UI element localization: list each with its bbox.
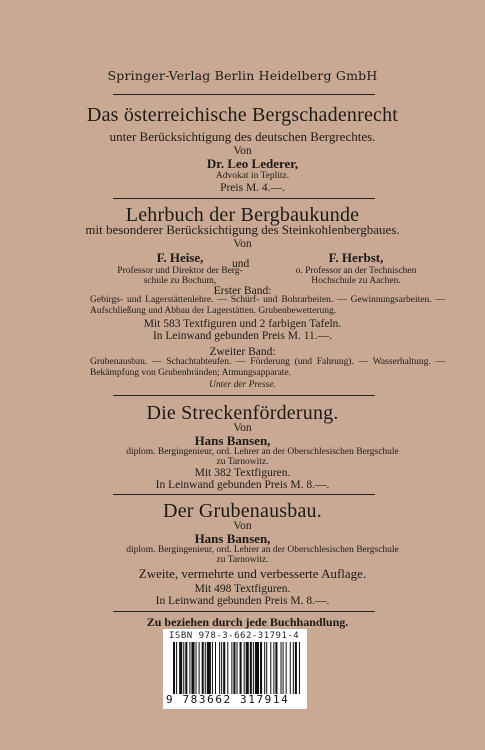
book3-price: In Leinwand gebunden Preis M. 8.—. [155,479,330,491]
barcode-bar [275,642,277,694]
barcode-bar [293,642,294,694]
barcode-bar [183,642,184,694]
barcode-bar [221,642,222,694]
book3-title: Die Streckenförderung. [146,402,339,424]
book2-und: und [232,258,250,270]
book1-title: Das österreichische Bergschadenrecht [86,104,399,126]
book2-vol2-note: Unter der Presse. [209,380,276,390]
barcode-bar [215,642,216,694]
divider [113,395,375,396]
author-role-line: o. Professor an der Technischen [295,266,417,276]
author-herbst [266,250,446,286]
barcode-bar [205,642,206,694]
barcode-bar [196,642,197,694]
book3-author: Hans Bansen, [194,433,271,448]
barcode-bar [240,642,242,694]
barcode-bar [299,642,300,694]
barcode-digits: 9 783662 317914 [166,693,290,706]
barcode-bar [266,642,267,694]
barcode-bar [246,642,249,694]
author-role-line: Professor und Direktor der Berg- [117,266,243,276]
barcode-bar [295,642,297,694]
barcode-bar [199,642,200,694]
barcode-bar [255,642,259,694]
book4-title: Der Grubenausbau. [163,500,322,522]
book4-author: Hans Bansen, [194,531,271,546]
book3-figures: Mit 382 Textfiguren. [194,467,291,479]
barcode-bar [231,642,232,694]
book4-edition: Zweite, vermehrte und verbesserte Auflage. [138,566,367,581]
barcode-bar [212,642,213,694]
book1-subtitle: unter Berücksichtigung des deutschen Bergrechtes. [109,129,376,144]
isbn-barcode [163,629,307,709]
publisher-line: Springer-Verlag Berlin Heidelberg GmbH [107,68,378,83]
book4-author-role-1: diplom. Bergingenieur, ord. Lehrer an der Oberschlesischen Bergschule [126,545,399,555]
book2-vol2-heading: Zweiter Band: [209,346,276,358]
author-role-line: Hochschule zu Aachen. [311,276,401,286]
barcode-bar [270,642,271,694]
barcode-bars [173,642,301,694]
author-name: F. Herbst, [328,250,384,265]
book2-vol1-contents: Gebirgs- und Lagerstättenlehre. — Schürf- und Bohrarbeiten. — Gewinnungsarbeiten. — Aufschließung und Abbau der Lagerstätten. Grubenbewetterung. [90,295,445,316]
footer-note: Zu beziehen durch jede Buchhandlung. [146,615,349,629]
book2-vol1-figures: Mit 583 Textfiguren und 2 farbigen Tafeln. [143,318,342,330]
author-role-line: schule zu Bochum, [143,276,217,286]
book4-von: Von [233,520,252,532]
barcode-bar [233,642,235,694]
barcode-bar [176,642,177,694]
book4-author-role-2: zu Tarnowitz. [216,555,269,565]
book3-von: Von [233,422,252,434]
book2-title: Lehrbuch der Bergbaukunde [125,204,360,226]
barcode-bar [189,642,190,694]
divider [113,198,375,199]
divider [113,94,375,95]
barcode-bar [264,642,265,694]
book2-vol1-price: In Leinwand gebunden Preis M. 11.—. [152,330,333,342]
barcode-bar [236,642,237,694]
isbn-label: ISBN 978-3-662-31791-4 [169,631,300,641]
barcode-bar [223,642,225,694]
book1-von: Von [233,145,252,157]
book4-price: In Leinwand gebunden Preis M. 8.—. [155,595,330,607]
barcode-bar [281,642,282,694]
barcode-bar [244,642,245,694]
book2-subtitle: mit besonderer Berücksichtigung des Steinkohlenbergbaues. [85,222,400,237]
author-name: F. Heise, [156,250,204,265]
divider [113,494,375,495]
book1-author: Dr. Leo Lederer, [206,156,299,171]
book3-author-role-1: diplom. Bergingenieur, ord. Lehrer an der Oberschlesischen Bergschule [126,447,399,457]
barcode-bar [207,642,211,694]
book4-figures: Mit 498 Textfiguren. [194,583,291,595]
book2-von: Von [233,238,252,250]
book3-author-role-2: zu Tarnowitz. [216,457,269,467]
barcode-bar [179,642,182,694]
barcode-bar [273,642,274,694]
book2-vol1-heading: Erster Band: [213,285,272,297]
barcode-bar [185,642,187,694]
barcode-bar [219,642,220,694]
divider [113,611,375,612]
book2-authors [0,250,485,290]
barcode-bar [286,642,287,694]
barcode-bar [283,642,284,694]
barcode-bar [290,642,291,694]
barcode-bar [253,642,254,694]
barcode-bar [191,642,194,694]
barcode-bar [202,642,204,694]
book2-vol2-contents: Grubenausbau. — Schachtabteufen. — Förderung (und Fahrung). — Wasserhaltung. — Bekämpfung von Grubenbränden; Atmungsapparate. [90,357,445,378]
barcode-bar [227,642,228,694]
book1-author-role: Advokat in Teplitz. [215,171,290,181]
book1-price: Preis M. 4.—. [220,182,285,194]
barcode-bar [250,642,252,694]
barcode-bar [173,642,175,694]
barcode-bar [260,642,262,694]
